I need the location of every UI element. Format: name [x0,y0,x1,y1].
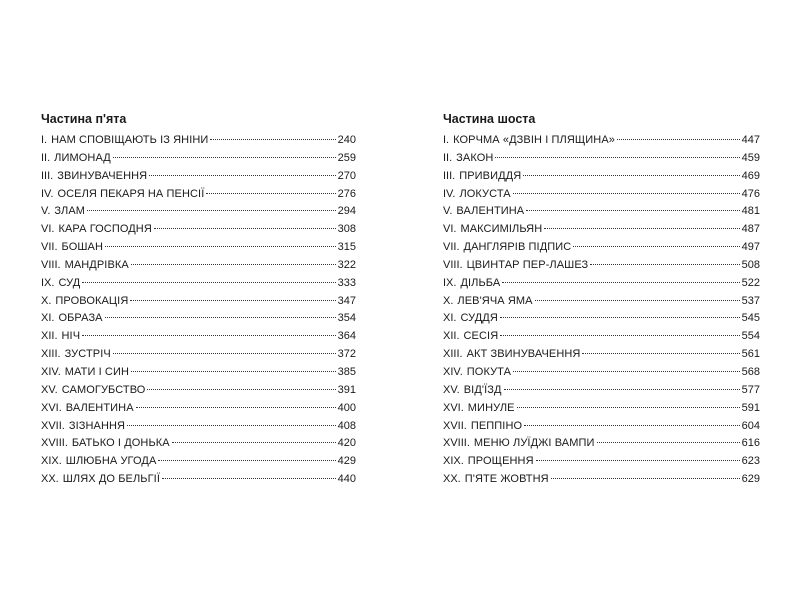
dot-leader [500,317,740,318]
chapter-number: III. [41,169,54,182]
page-number: 420 [337,437,356,450]
dot-leader [82,282,335,283]
chapter-title: ЗВИНУВАЧЕННЯ [57,169,148,182]
toc-entry [443,275,760,293]
chapter-number: X. [443,294,454,307]
page-number: 537 [741,294,760,307]
chapter-title: ДІЛЬБА [460,276,501,289]
chapter-number: III. [443,169,456,182]
chapter-title: ЗЛАМ [54,205,86,218]
page-number: 481 [741,205,760,218]
toc-column-part-six [443,110,760,489]
dot-leader [162,478,336,479]
page-number: 270 [337,169,356,182]
chapter-number: II. [41,151,51,164]
page-number: 408 [337,419,356,432]
dot-leader [535,300,740,301]
page-number: 315 [337,241,356,254]
dot-leader [504,389,740,390]
chapter-number: V. [443,205,453,218]
dot-leader [536,460,740,461]
toc-entry [443,239,760,257]
toc-entry [443,346,760,364]
toc-entry [443,471,760,489]
chapter-number: XIX. [443,455,464,468]
page-number: 372 [337,348,356,361]
chapter-title: ЗАКОН [456,151,494,164]
dot-leader [130,300,335,301]
part-title: Частина п'ята [41,112,127,126]
page-number: 616 [741,437,760,450]
chapter-title: КОРЧМА «ДЗВІН І ПЛЯЩИНА» [453,134,615,146]
toc-entry [41,310,356,328]
toc-column-part-five [41,110,356,489]
chapter-number: IV. [443,187,456,200]
page-number: 629 [741,473,760,486]
chapter-number: VIII. [443,258,463,271]
chapter-number: II. [443,151,453,164]
toc-entry [443,328,760,346]
chapter-number: XVII. [443,419,467,432]
chapter-number: XIX. [41,455,62,468]
page-number: 385 [337,365,356,378]
chapter-title: ОБРАЗА [58,312,103,325]
chapter-number: VII. [41,241,58,254]
toc-entry [41,203,356,221]
chapter-number: XVI. [41,401,62,414]
page-number: 577 [741,383,760,396]
page-number: 497 [741,241,760,254]
chapter-number: XVIII. [443,437,470,450]
chapter-number: IX. [443,276,457,289]
dot-leader [149,175,335,176]
dot-leader [544,228,739,229]
toc-entry [443,435,760,453]
page-number: 545 [741,312,760,325]
chapter-title: НАМ СПОВІЩАЮТЬ ІЗ ЯНІНИ [51,134,209,146]
chapter-title: ПЕППІНО [470,419,523,432]
dot-leader [131,371,336,372]
chapter-title: ПРОВОКАЦІЯ [55,294,129,307]
toc-entry [41,382,356,400]
chapter-number: IV. [41,187,54,200]
toc-entry [443,150,760,168]
dot-leader [113,157,336,158]
toc-entry [41,239,356,257]
toc-entry [41,168,356,186]
dot-leader [582,353,739,354]
chapter-title: СЕСІЯ [463,330,499,343]
dot-leader [502,282,739,283]
dot-leader [87,210,336,211]
page-number: 476 [741,187,760,200]
chapter-number: XII. [443,330,460,343]
chapter-title: НІЧ [61,330,81,343]
toc-entry [443,132,760,150]
chapter-number: XVI. [443,401,464,414]
dot-leader [113,353,336,354]
chapter-title: ВІД'ЇЗД [463,383,502,396]
toc-entry [443,418,760,436]
chapter-number: VII. [443,241,460,254]
dot-leader [105,317,336,318]
chapter-number: V. [41,205,51,218]
dot-leader [573,246,739,247]
chapter-number: IX. [41,276,55,289]
chapter-number: XI. [443,312,457,325]
toc-entry [41,186,356,204]
chapter-number: XV. [41,383,58,396]
dot-leader [147,389,335,390]
chapter-number: XIII. [41,348,61,361]
chapter-title: АКТ ЗВИНУВАЧЕННЯ [466,348,581,361]
chapter-title: КАРА ГОСПОДНЯ [58,223,152,236]
page-number: 487 [741,223,760,236]
dot-leader [551,478,740,479]
toc-entry [443,168,760,186]
chapter-number: XV. [443,383,460,396]
chapter-title: БОШАН [61,241,104,254]
dot-leader [617,139,740,140]
chapter-title: МЕНЮ ЛУЇДЖІ ВАМПИ [473,437,595,450]
page-number: 604 [741,419,760,432]
page-number: 561 [741,348,760,361]
chapter-number: I. [443,134,450,146]
chapter-number: XX. [443,473,461,486]
chapter-number: XI. [41,312,55,325]
toc-entry [41,221,356,239]
chapter-title: МАНДРІВКА [64,258,129,271]
chapter-title: ПРИВИДДЯ [459,169,522,182]
toc-entry [41,275,356,293]
dot-leader [136,407,336,408]
toc-entry [443,310,760,328]
chapter-title: МИНУЛЕ [467,401,515,414]
page-number: 308 [337,223,356,236]
chapter-title: ПОКУТА [466,365,512,378]
toc-entry [41,150,356,168]
chapter-number: XIV. [41,365,61,378]
page-number: 294 [337,205,356,218]
toc-entry [41,132,356,150]
chapter-title: САМОГУБСТВО [61,383,146,396]
chapter-number: VI. [443,223,457,236]
dot-leader [500,335,739,336]
page-number: 429 [337,455,356,468]
toc-entry [41,364,356,382]
toc-entry [443,453,760,471]
chapter-title: ШЛЯХ ДО БЕЛЬГІЇ [62,473,160,486]
page-number: 400 [337,401,356,414]
page-number: 276 [337,187,356,200]
page-number: 354 [337,312,356,325]
toc-entry [41,418,356,436]
dot-leader [590,264,739,265]
chapter-title: ВАЛЕНТИНА [65,401,134,414]
page-number: 391 [337,383,356,396]
dot-leader [524,425,739,426]
toc-entry [41,293,356,311]
chapter-title: ЗУСТРІЧ [64,348,111,361]
chapter-title: ЛОКУСТА [459,187,511,200]
page-number: 522 [741,276,760,289]
chapter-number: I. [41,134,48,146]
toc-list [443,132,760,489]
page-number: 591 [741,401,760,414]
page-number: 568 [741,365,760,378]
toc-entry [443,382,760,400]
toc-entry [41,471,356,489]
page-number: 623 [741,455,760,468]
dot-leader [127,425,336,426]
toc-list [41,132,356,489]
page-number: 508 [741,258,760,271]
dot-leader [158,460,335,461]
chapter-title: ШЛЮБНА УГОДА [65,455,157,468]
chapter-number: XIV. [443,365,463,378]
page-number: 554 [741,330,760,343]
chapter-title: ВАЛЕНТИНА [456,205,525,218]
chapter-title: ЦВИНТАР ПЕР-ЛАШЕЗ [466,258,589,271]
page-number: 347 [337,294,356,307]
page-number: 240 [337,134,356,146]
toc-entry [443,400,760,418]
dot-leader [82,335,335,336]
chapter-number: XVII. [41,419,65,432]
chapter-number: XX. [41,473,59,486]
page-number: 447 [741,134,760,146]
chapter-title: П'ЯТЕ ЖОВТНЯ [464,473,549,486]
page-number: 364 [337,330,356,343]
dot-leader [154,228,336,229]
dot-leader [105,246,336,247]
page-number: 322 [337,258,356,271]
toc-entry [41,435,356,453]
toc-entry [41,257,356,275]
chapter-number: VI. [41,223,55,236]
dot-leader [206,193,335,194]
chapter-title: МАКСИМІЛЬЯН [460,223,543,236]
page-number: 459 [741,151,760,164]
dot-leader [131,264,336,265]
dot-leader [513,371,740,372]
dot-leader [172,442,336,443]
toc-entry [443,293,760,311]
chapter-title: СУДДЯ [460,312,498,325]
toc-entry [443,221,760,239]
page-number: 259 [337,151,356,164]
dot-leader [526,210,739,211]
toc-entry [41,328,356,346]
chapter-number: XVIII. [41,437,68,450]
dot-leader [495,157,739,158]
chapter-title: ЛИМОНАД [54,151,111,164]
chapter-number: VIII. [41,258,61,271]
page-number: 469 [741,169,760,182]
dot-leader [210,139,335,140]
chapter-number: XIII. [443,348,463,361]
part-title: Частина шоста [443,112,536,126]
toc-entry [443,203,760,221]
dot-leader [597,442,740,443]
chapter-title: МАТИ І СИН [64,365,130,378]
toc-entry [443,364,760,382]
dot-leader [513,193,740,194]
chapter-title: ЗІЗНАННЯ [68,419,126,432]
page-number: 440 [337,473,356,486]
toc-entry [443,257,760,275]
chapter-title: ПРОЩЕННЯ [467,455,534,468]
chapter-title: ДАНГЛЯРІВ ПІДПИС [463,241,572,254]
page-number: 333 [337,276,356,289]
toc-entry [41,400,356,418]
toc-entry [41,453,356,471]
dot-leader [523,175,739,176]
chapter-title: БАТЬКО І ДОНЬКА [71,437,170,450]
chapter-title: ЛЕВ'ЯЧА ЯМА [457,294,533,307]
toc-entry [41,346,356,364]
chapter-number: X. [41,294,52,307]
toc-entry [443,186,760,204]
chapter-title: СУД [58,276,81,289]
dot-leader [517,407,740,408]
chapter-title: ОСЕЛЯ ПЕКАРЯ НА ПЕНСІЇ [57,187,205,200]
chapter-number: XII. [41,330,58,343]
